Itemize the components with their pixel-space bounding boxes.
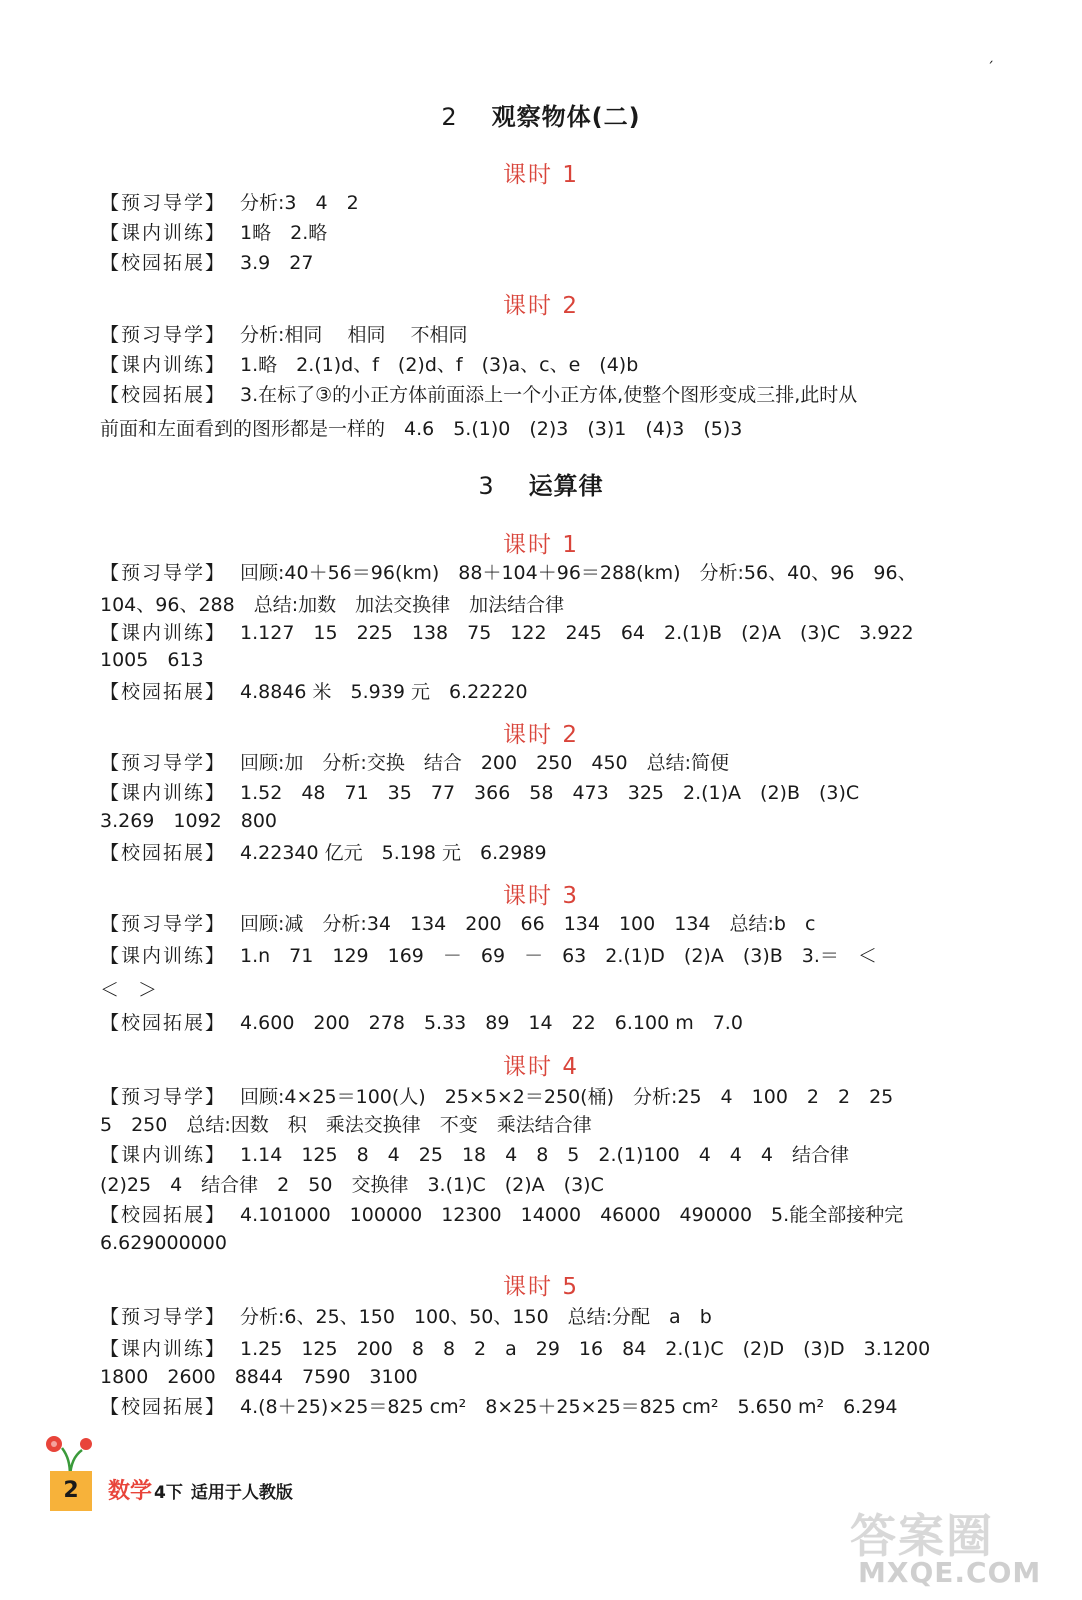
answer-line: 【校园拓展】 4.22340 亿元 5.198 元 6.2989 bbox=[100, 842, 547, 864]
answer-line: 【课内训练】 1.127 15 225 138 75 122 245 64 2.(1)B (2)A (3)C 3.922 bbox=[100, 622, 914, 644]
edition-label: 适用于人教版 bbox=[190, 1483, 293, 1503]
chapter-3-title bbox=[0, 466, 1082, 501]
lesson-heading: 课时 1 bbox=[503, 162, 579, 188]
lesson-heading: 课时 2 bbox=[503, 722, 579, 748]
answer-line: 【预习导学】 分析:6、25、150 100、50、150 总结:分配 a b bbox=[100, 1306, 712, 1328]
page-number: 2 bbox=[50, 1471, 92, 1511]
book-subject bbox=[108, 1474, 293, 1505]
lesson-heading: 课时 2 bbox=[503, 293, 579, 319]
site-watermark bbox=[850, 1500, 1065, 1590]
grade-label: 4下 bbox=[154, 1483, 183, 1503]
answer-line: 【预习导学】 回顾:减 分析:34 134 200 66 134 100 134 总结:b c bbox=[100, 913, 816, 935]
answer-line: 【预习导学】 回顾:40＋56＝96(km) 88＋104＋96＝288(km) 分析:56、40、96 96、 bbox=[100, 562, 917, 584]
lesson-heading: 课时 1 bbox=[503, 532, 579, 558]
lesson-heading: 课时 5 bbox=[503, 1274, 579, 1300]
chapter-name: 运算律 bbox=[528, 472, 604, 500]
answer-line: 6.629000000 bbox=[100, 1232, 227, 1254]
sprout-icon bbox=[40, 1434, 100, 1476]
answer-line: 【课内训练】 1略 2.略 bbox=[100, 222, 328, 244]
answer-line: 【课内训练】 1.14 125 8 4 25 18 4 8 5 2.(1)100 4 4 4 结合律 bbox=[100, 1144, 849, 1166]
chapter-number: 3 bbox=[478, 472, 495, 500]
answer-line: 1800 2600 8844 7590 3100 bbox=[100, 1366, 418, 1388]
subject-name: 数学 bbox=[108, 1479, 153, 1504]
answer-line: ＜ ＞ bbox=[100, 979, 158, 1001]
lesson-heading: 课时 3 bbox=[503, 883, 579, 909]
watermark-en: MXQE.COM bbox=[858, 1556, 1042, 1589]
chapter-2-title bbox=[0, 97, 1082, 132]
answer-line: 3.269 1092 800 bbox=[100, 810, 278, 832]
answer-line: 【校园拓展】 3.在标了③的小正方体前面添上一个小正方体,使整个图形变成三排,此时从 bbox=[100, 384, 858, 406]
answer-line: 【预习导学】 分析:相同 相同 不相同 bbox=[100, 324, 468, 346]
corner-mark: ˏ bbox=[987, 48, 994, 64]
chapter-number: 2 bbox=[441, 103, 458, 131]
answer-line: 【校园拓展】 4.600 200 278 5.33 89 14 22 6.100 m 7.0 bbox=[100, 1012, 743, 1034]
answer-line: (2)25 4 结合律 2 50 交换律 3.(1)C (2)A (3)C bbox=[100, 1174, 604, 1196]
watermark-cn: 答案圈 bbox=[850, 1509, 994, 1563]
lesson-heading: 课时 4 bbox=[503, 1054, 579, 1080]
answer-line: 104、96、288 总结:加数 加法交换律 加法结合律 bbox=[100, 594, 565, 616]
answer-line: 【预习导学】 分析:3 4 2 bbox=[100, 192, 359, 214]
chapter-name: 观察物体(二) bbox=[491, 103, 641, 131]
answer-line: 【预习导学】 回顾:加 分析:交换 结合 200 250 450 总结:简便 bbox=[100, 752, 730, 774]
answer-line: 【校园拓展】 4.8846 米 5.939 元 6.22220 bbox=[100, 681, 528, 703]
answer-line: 【课内训练】 1.n 71 129 169 － 69 － 63 2.(1)D (2)A (3)B 3.＝ ＜ bbox=[100, 945, 877, 967]
answer-line: 【校园拓展】 4.(8＋25)×25＝825 cm² 8×25＋25×25＝825 cm² 5.650 m² 6.294 bbox=[100, 1396, 898, 1418]
answer-line: 前面和左面看到的图形都是一样的 4.6 5.(1)0 (2)3 (3)1 (4)3 (5)3 bbox=[100, 418, 743, 440]
answer-line: 【课内训练】 1.25 125 200 8 8 2 a 29 16 84 2.(1)C (2)D (3)D 3.1200 bbox=[100, 1338, 931, 1360]
answer-line: 5 250 总结:因数 积 乘法交换律 不变 乘法结合律 bbox=[100, 1114, 592, 1136]
answer-line: 【校园拓展】 3.9 27 bbox=[100, 252, 314, 274]
answer-line: 1005 613 bbox=[100, 649, 204, 671]
answer-line: 【课内训练】 1.52 48 71 35 77 366 58 473 325 2.(1)A (2)B (3)C bbox=[100, 782, 860, 804]
answer-line: 【校园拓展】 4.101000 100000 12300 14000 46000 490000 5.能全部接种完 bbox=[100, 1204, 904, 1226]
answer-line: 【预习导学】 回顾:4×25＝100(人) 25×5×2＝250(桶) 分析:25 4 100 2 2 25 bbox=[100, 1086, 894, 1108]
answer-line: 【课内训练】 1.略 2.(1)d、f (2)d、f (3)a、c、e (4)b bbox=[100, 354, 639, 376]
